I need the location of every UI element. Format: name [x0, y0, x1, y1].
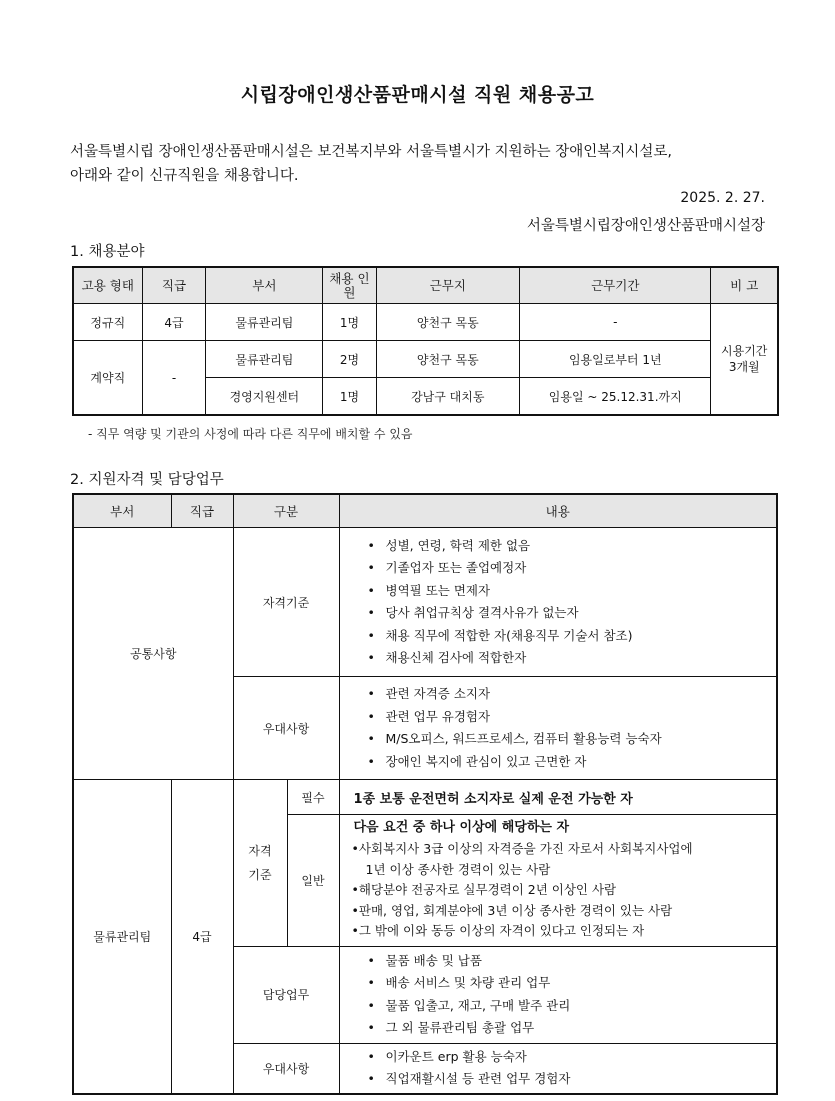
list-item: • 당사 취업규칙상 결격사유가 없는자 [368, 602, 769, 625]
header-place: 근무지 [376, 267, 520, 304]
list-item: • 장애인 복지에 관심이 있고 근면한 자 [368, 751, 769, 774]
list-item: • 병역필 또는 면제자 [368, 580, 769, 603]
header-employment-type [73, 267, 142, 304]
required-text: 1종 보통 운전면허 소지자로 실제 운전 가능한 자 [339, 780, 777, 815]
dept: 물류관리팀 [206, 341, 323, 378]
header-dept: 부서 [206, 267, 323, 304]
list-item: • 기졸업자 또는 졸업예정자 [368, 557, 769, 580]
common-qual-content [339, 528, 777, 677]
header-grade: 직급 [142, 267, 206, 304]
general-list [340, 839, 769, 942]
placement-note: - 직무 역량 및 기관의 사정에 따라 다른 직무에 배치할 수 있음 [88, 427, 413, 441]
employment-type: 정규직 [73, 304, 142, 341]
header-category: 구분 [233, 494, 339, 528]
intro-line-2: 아래와 같이 신규직원을 채용합니다. [70, 168, 299, 184]
dept: 물류관리팀 [206, 304, 323, 341]
required-label: 필수 [287, 780, 339, 815]
logistics-pref-content [339, 1043, 777, 1094]
logistics-dept: 물류관리팀 [73, 780, 171, 1094]
list-item: • 이카운트 erp 활용 능숙자 [368, 1046, 769, 1069]
common-qual-list [348, 535, 769, 670]
list-item: • 그 외 물류관리팀 총괄 업무 [368, 1017, 769, 1040]
common-qual-label: 자격기준 [233, 528, 339, 677]
general-heading: 다음 요건 중 하나 이상에 해당하는 자 [353, 820, 570, 835]
common-pref-content [339, 677, 777, 780]
period: - [520, 304, 711, 341]
list-item: • 채용신체 검사에 적합한자 [368, 647, 769, 670]
table-header-row [73, 267, 778, 304]
duty-label: 담당업무 [233, 946, 339, 1043]
general-label: 일반 [287, 815, 339, 947]
logistics-pref-list [348, 1046, 769, 1091]
list-item: • 물품 배송 및 납품 [368, 950, 769, 973]
list-item: • 관련 자격증 소지자 [368, 683, 769, 706]
list-item: • 물품 입출고, 재고, 구매 발주 관리 [368, 995, 769, 1018]
list-item: 1년 이상 종사한 경력이 있는 사람 [365, 861, 551, 877]
common-label: 공통사항 [73, 528, 233, 780]
period: 임용일 ~ 25.12.31.까지 [520, 378, 711, 416]
table-row [73, 304, 778, 341]
duty-content [339, 946, 777, 1043]
header-dept: 부서 [73, 494, 171, 528]
table-row [73, 528, 777, 677]
issuer-name: 서울특별시립장애인생산품판매시설장 [526, 218, 765, 234]
section-2-heading: 2. 지원자격 및 담당업무 [70, 472, 224, 488]
logistics-pref-label: 우대사항 [233, 1043, 339, 1094]
place: 양천구 목동 [376, 304, 520, 341]
section-1-heading: 1. 채용분야 [70, 244, 145, 260]
list-item: • 성별, 연령, 학력 제한 없음 [368, 535, 769, 558]
common-pref-label: 우대사항 [233, 677, 339, 780]
qual-label-text: 자격 기준 [248, 843, 272, 882]
list-item: •해당분야 전공자로 실무경력이 2년 이상인 사람 [351, 882, 617, 897]
logistics-qual-label [233, 780, 287, 947]
place: 양천구 목동 [376, 341, 520, 378]
header-count: 채용 인원 [323, 267, 376, 304]
list-item: • 관련 업무 유경험자 [368, 706, 769, 729]
recruitment-table [72, 266, 779, 416]
header-content: 내용 [339, 494, 777, 528]
duty-list [348, 950, 769, 1040]
intro-line-1: 서울특별시립 장애인생산품판매시설은 보건복지부와 서울특별시가 지원하는 장애인복지시설로, [70, 144, 672, 160]
header-period: 근무기간 [520, 267, 711, 304]
qualification-table [72, 493, 778, 1095]
list-item: • 직업재활시설 등 관련 업무 경험자 [368, 1068, 769, 1091]
list-item: • 채용 직무에 적합한 자(채용직무 기술서 참조) [368, 625, 769, 648]
grade: - [142, 341, 206, 416]
logistics-grade: 4급 [171, 780, 233, 1094]
common-pref-list [348, 683, 769, 773]
header-remark: 비 고 [711, 267, 778, 304]
count: 1명 [323, 304, 376, 341]
table-row [73, 341, 778, 378]
list-item: • M/S오피스, 워드프로세스, 컴퓨터 활용능력 능숙자 [368, 728, 769, 751]
table-header-row [73, 494, 777, 528]
notice-date: 2025. 2. 27. [680, 190, 765, 206]
period: 임용일로부터 1년 [520, 341, 711, 378]
header-label: 고용 형태 [81, 277, 134, 293]
list-item: •사회복지사 3급 이상의 자격증을 가진 자로서 사회복지사업에 [351, 841, 693, 856]
list-item: •그 밖에 이와 동등 이상의 자격이 있다고 인정되는 자 [351, 923, 645, 938]
employment-type: 계약직 [73, 341, 142, 416]
place: 강남구 대치동 [376, 378, 520, 416]
dept: 경영지원센터 [206, 378, 323, 416]
count: 1명 [323, 378, 376, 416]
general-content [339, 815, 777, 947]
list-item: •판매, 영업, 회계분야에 3년 이상 종사한 경력이 있는 사람 [351, 902, 673, 918]
header-grade: 직급 [171, 494, 233, 528]
table-row [73, 780, 777, 815]
grade: 4급 [142, 304, 206, 341]
remark: 시용기간 3개월 [711, 304, 778, 416]
count: 2명 [323, 341, 376, 378]
list-item: • 배송 서비스 및 차량 관리 업무 [368, 972, 769, 995]
page-title: 시립장애인생산품판매시설 직원 채용공고 [240, 84, 595, 106]
